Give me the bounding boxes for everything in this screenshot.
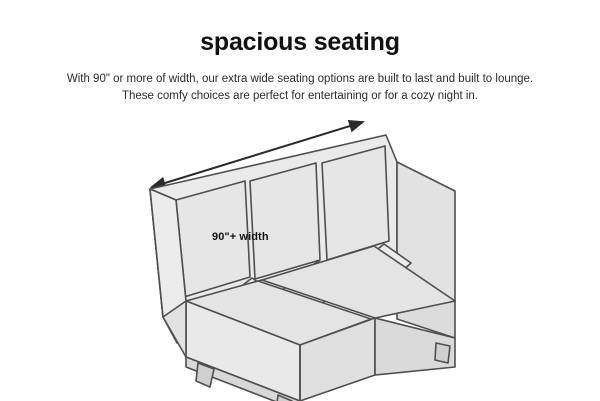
sofa-body: [150, 135, 455, 401]
description-line-1: With 90" or more of width, our extra wide seating options are built to last and built to lounge.: [66, 72, 534, 85]
width-dimension-label: 90"+ width: [212, 231, 269, 243]
sofa-illustration-svg: [0, 105, 600, 401]
description-text: [0, 57, 600, 107]
page-title: spacious seating: [200, 28, 400, 56]
description-line-2: These comfy choices are perfect for entertaining or for a cozy night in.: [121, 90, 479, 103]
sofa-diagram: [0, 105, 600, 401]
